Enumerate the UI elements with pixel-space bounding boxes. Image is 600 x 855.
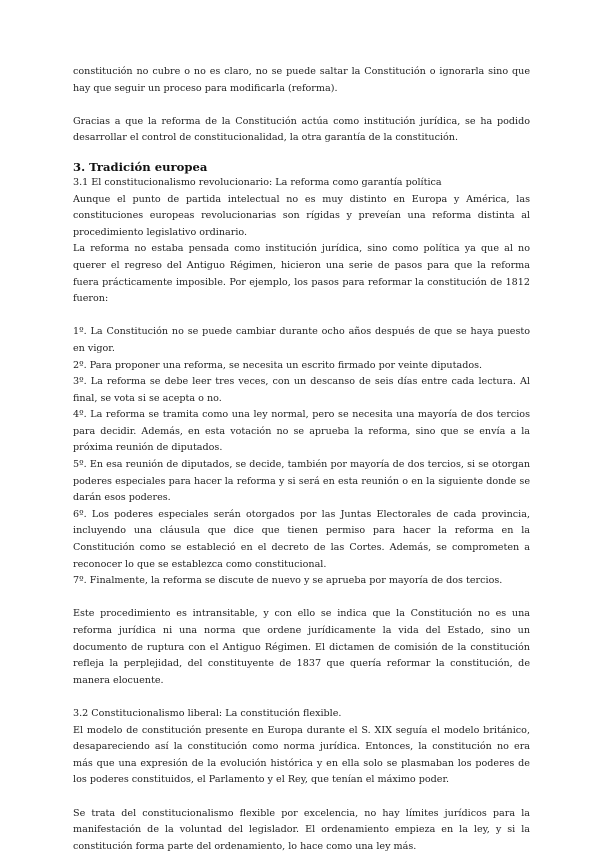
intro-paragraph-1: constitución no cubre o no es claro, no se puede saltar la Constitución o ignorarla sino que hay que seguir un proceso para modificarla (reforma). [73, 66, 530, 94]
subsection-title-3-2: 3.2 Constitucionalismo liberal: La constitución flexible. [73, 707, 342, 719]
body-paragraph: La reforma no estaba pensada como institución jurídica, sino como política ya que al no querer el regreso del Antiguo Régimen, hicieron una serie de pasos para que la reforma fuera prácticamente imposible. Por ejemplo, los pasos para reformar la constitución de 1812 fueron: [73, 243, 530, 305]
reform-step-5: 5º. En esa reunión de diputados, se decide, también por mayoría de dos tercios, si se otorgan poderes especiales para hacer la reforma y si será en esta reunión o en la siguiente donde se darán esos poderes. [73, 459, 530, 504]
reform-step-1: 1º. La Constitución no se puede cambiar durante ocho años después de que se haya puesto en vigor. [73, 326, 530, 354]
reform-step-7: 7º. Finalmente, la reforma se discute de nuevo y se aprueba por mayoría de dos tercios. [73, 575, 503, 587]
reform-step-2: 2º. Para proponer una reforma, se necesita un escrito firmado por veinte diputados. [73, 359, 483, 371]
body-paragraph: El modelo de constitución presente en Europa durante el S. XIX seguía el modelo británico, desapareciendo así la constitución como norma jurídica. Entonces, la constitución no era más que una expresión de la evolución histórica y en ella solo se plasmaban los poderes de los poderes constituidos, el Parlamento y el Rey, que tenían el máximo poder. [73, 724, 530, 786]
reform-step-6: 6º. Los poderes especiales serán otorgados por las Juntas Electorales de cada provincia, incluyendo una cláusula que dice que tienen permiso para hacer la reforma en la Constitución como se estableció en el decreto de las Cortes. Además, se comprometen a reconocer lo que se establezca como constitucional. [73, 508, 530, 570]
reform-step-4: 4º. La reforma se tramita como una ley normal, pero se necesita una mayoría de dos tercios para decidir. Además, en esta votación no se aprueba la reforma, sino que se envía a la próxima reunión de diputados. [73, 409, 530, 454]
body-paragraph: Se trata del constitucionalismo flexible por excelencia, no hay límites jurídicos para la manifestación de la voluntad del legislador. El ordenamiento empieza en la ley, y si la constitución forma parte del ordenamiento, lo hace como una ley más. [73, 807, 530, 852]
intro-paragraph-2: Gracias a que la reforma de la Constitución actúa como institución jurídica, se ha podido desarrollar el control de constitucionalidad, la otra garantía de la constitución. [73, 115, 530, 144]
reform-step-3: 3º. La reforma se debe leer tres veces, con un descanso de seis días entre cada lectura. Al final, se vota si se acepta o no. [73, 376, 530, 404]
section-heading: 3. Tradición europea [73, 159, 208, 174]
body-paragraph: Aunque el punto de partida intelectual no es muy distinto en Europa y América, las constituciones europeas revolucionarias son rígidas y preveían una reforma distinta al procedimiento legislativo ordinario. [73, 193, 530, 238]
closing-paragraph: Este procedimiento es intransitable, y con ello se indica que la Constitución no es una reforma jurídica ni una norma que ordene jurídicamente la vida del Estado, sino un documento de ruptura con el Antiguo Régimen. El dictamen de comisión de la constitución refleja la perplejidad, del constituyente de 1837 que quería reformar la constitución, de manera elocuente. [73, 608, 530, 686]
subsection-title-3-1: 3.1 El constitucionalismo revolucionario: La reforma como garantía política [73, 176, 442, 188]
